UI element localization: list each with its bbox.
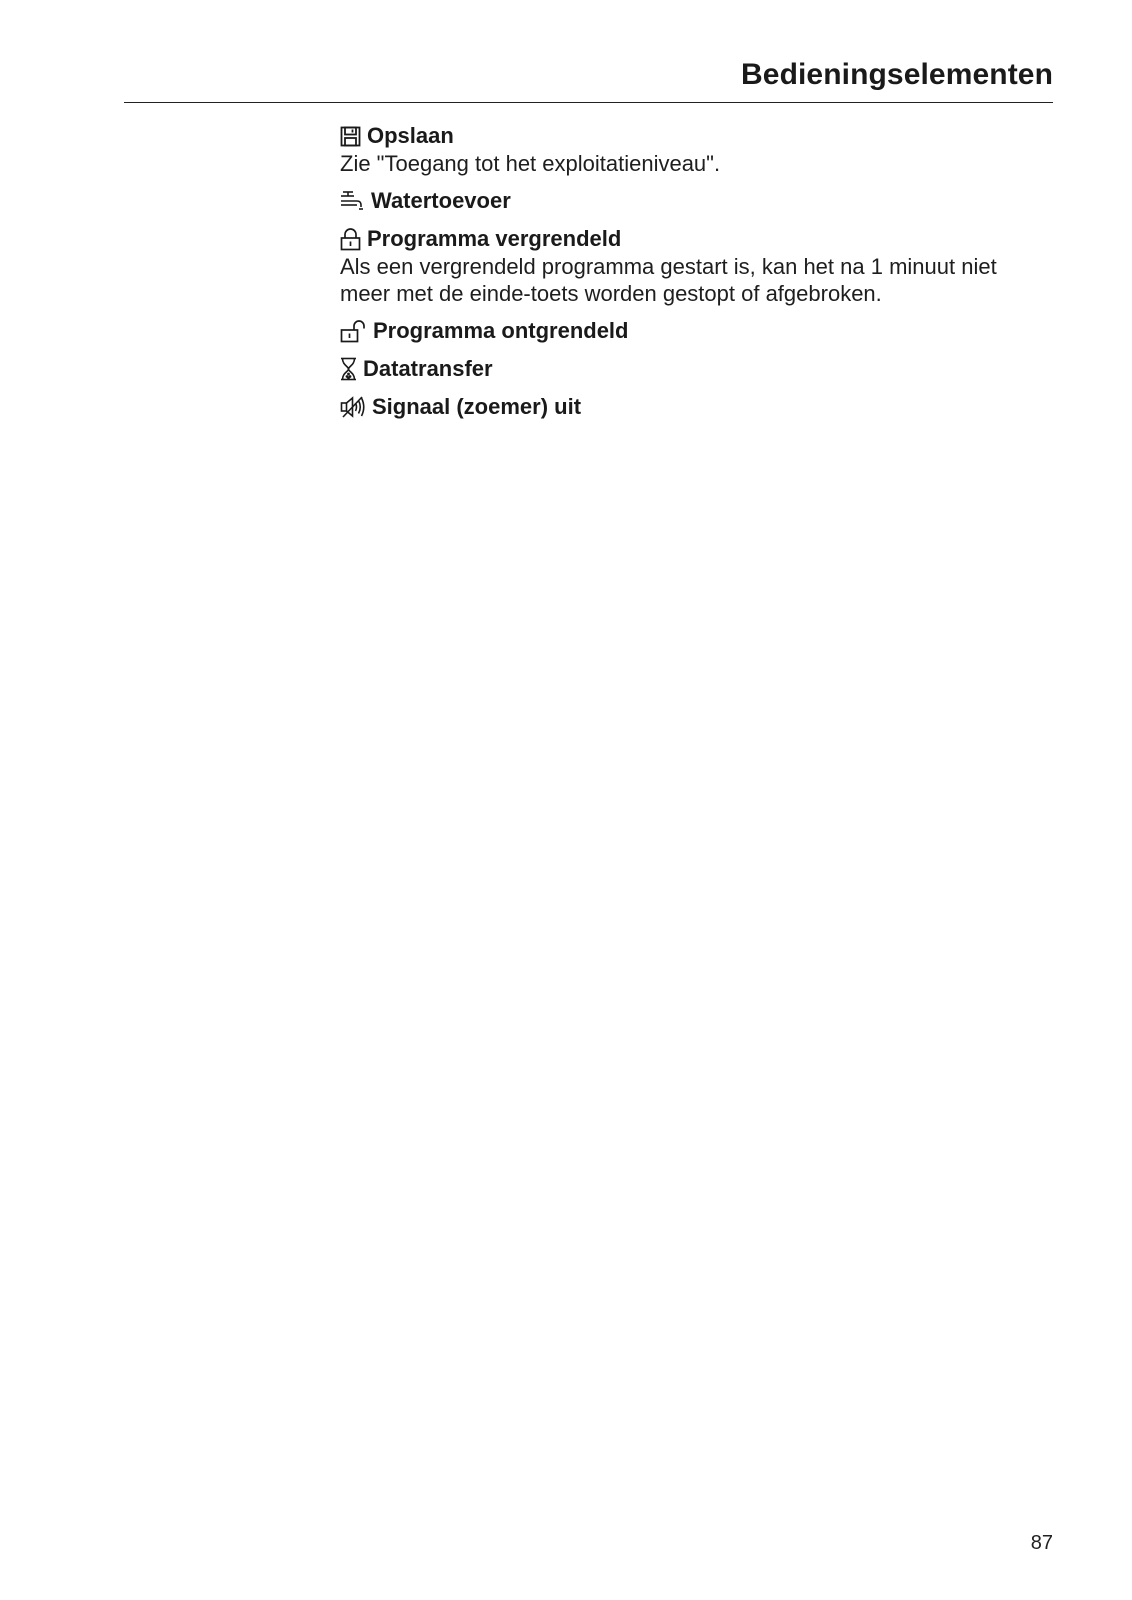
entry-programma-vergrendeld bbox=[340, 225, 1060, 307]
entry-title: Programma ontgrendeld bbox=[373, 318, 629, 343]
entry-datatransfer bbox=[340, 355, 1060, 383]
entry-opslaan bbox=[340, 122, 1060, 177]
description-line: meer met de einde-toets worden gestopt of afgebroken. bbox=[340, 281, 882, 306]
content-section bbox=[340, 122, 1060, 431]
entry-programma-ontgrendeld bbox=[340, 317, 1060, 345]
padlock-closed-icon bbox=[340, 228, 361, 251]
entry-title: Watertoevoer bbox=[371, 188, 511, 213]
speaker-muted-icon bbox=[340, 396, 366, 418]
floppy-disk-save-icon bbox=[340, 126, 361, 147]
entry-watertoevoer bbox=[340, 187, 1060, 215]
water-tap-icon bbox=[340, 190, 365, 212]
entry-description: Zie "Toegang tot het exploitatieniveau". bbox=[340, 151, 721, 176]
entry-signaal-uit bbox=[340, 393, 1060, 421]
entry-title: Opslaan bbox=[367, 123, 454, 148]
description-line: Als een vergrendeld programma gestart is, kan het na 1 minuut niet bbox=[340, 254, 997, 279]
entry-title: Programma vergrendeld bbox=[367, 226, 622, 251]
entry-description bbox=[340, 253, 1060, 307]
hourglass-icon bbox=[340, 357, 357, 381]
page-number: 87 bbox=[1030, 1532, 1053, 1554]
entry-title: Datatransfer bbox=[363, 356, 493, 381]
page-header-title: Bedieningselementen bbox=[741, 58, 1053, 91]
entry-title: Signaal (zoemer) uit bbox=[372, 394, 582, 419]
padlock-open-icon bbox=[340, 320, 367, 343]
header-divider bbox=[124, 102, 1053, 103]
